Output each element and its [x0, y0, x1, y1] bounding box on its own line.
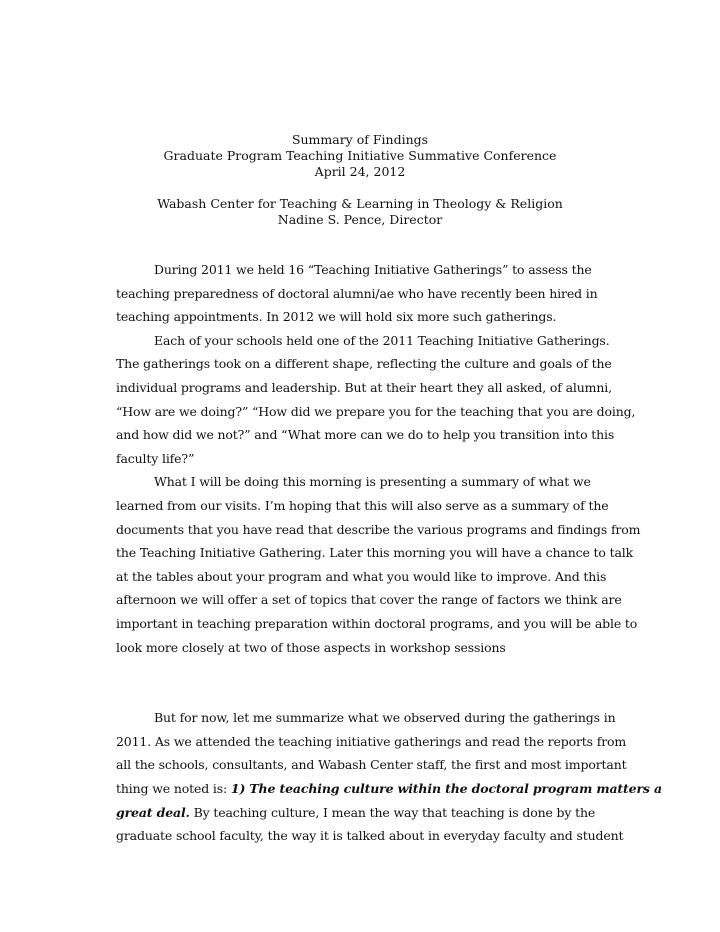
paragraph-4-line-4-text: thing we noted is: — [116, 781, 231, 797]
organization-name: Wabash Center for Teaching & Learning in Theology & Religion — [157, 196, 563, 211]
paragraph-4-line-3: all the schools, consultants, and Wabash Center staff, the first and most important — [116, 757, 627, 773]
paragraph-2-line-1: Each of your schools held one of the 2011 Teaching Initiative Gatherings. — [154, 332, 610, 348]
key-finding-emphasis-end: great deal. — [116, 804, 190, 820]
paragraph-4-line-5-text: By teaching culture, I mean the way that teaching is done by the — [189, 804, 596, 820]
paragraph-2-line-6: faculty life?” — [116, 450, 195, 466]
key-finding-emphasis: 1) The teaching culture within the doctoral program matters a — [230, 781, 662, 797]
paragraph-3-line-3: documents that you have read that describe the various programs and findings from — [116, 521, 641, 537]
paragraph-1-line-2: teaching preparedness of doctoral alumni/ae who have recently been hired in — [116, 285, 598, 301]
document-date: April 24, 2012 — [314, 164, 406, 179]
paragraph-3-line-4: the Teaching Initiative Gathering. Later this morning you will have a chance to talk — [116, 545, 634, 561]
paragraph-3-line-1: What I will be doing this morning is presenting a summary of what we — [154, 474, 591, 490]
paragraph-2-line-4: “How are we doing?” “How did we prepare you for the teaching that you are doing, — [116, 403, 636, 419]
paragraph-gap — [116, 659, 608, 706]
paragraph-4-line-4 — [116, 777, 662, 801]
document-body — [116, 258, 662, 848]
paragraph-4-line-1: But for now, let me summarize what we observed during the gatherings in — [154, 710, 616, 726]
document-title: Summary of Findings — [291, 132, 429, 147]
paragraph-3-line-2: learned from our visits. I’m hoping that this will also serve as a summary of the — [116, 497, 609, 513]
paragraph-3-line-5: at the tables about your program and what you would like to improve. And this — [116, 568, 607, 584]
paragraph-4-line-6: graduate school faculty, the way it is talked about in everyday faculty and student — [116, 828, 624, 844]
paragraph-2-line-5: and how did we not?” and “What more can we do to help you transition into this — [116, 427, 615, 443]
paragraph-1-line-3: teaching appointments. In 2012 we will hold six more such gatherings. — [116, 309, 557, 325]
paragraph-4-line-5 — [116, 801, 608, 825]
paragraph-1-line-1: During 2011 we held 16 “Teaching Initiative Gatherings” to assess the — [154, 262, 592, 277]
document-subtitle: Graduate Program Teaching Initiative Summative Conference — [163, 148, 557, 163]
paragraph-2-line-2: The gatherings took on a different shape, reflecting the culture and goals of the — [116, 356, 612, 372]
paragraph-3-line-8: look more closely at two of those aspects in workshop sessions — [116, 639, 506, 655]
paragraph-4-line-2: 2011. As we attended the teaching initiative gatherings and read the reports from — [116, 733, 627, 749]
paragraph-3-line-6: afternoon we will offer a set of topics that cover the range of factors we think are — [116, 592, 622, 608]
paragraph-3-line-7: important in teaching preparation within doctoral programs, and you will be able to — [116, 615, 638, 631]
paragraph-2-line-3: individual programs and leadership. But at their heart they all asked, of alumni, — [116, 379, 612, 395]
author-line: Nadine S. Pence, Director — [277, 212, 443, 227]
